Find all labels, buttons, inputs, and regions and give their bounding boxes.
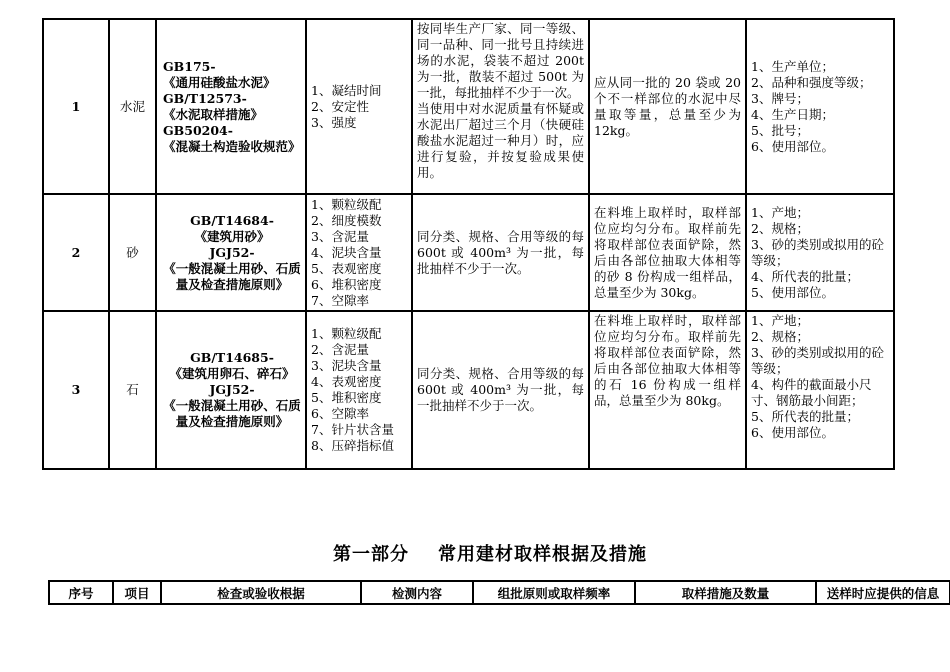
row-frequency: 按同毕生产厂家、同一等级、同一品种、同一批号且持续进场的水泥，袋装不超过 200t 为一批，散装不超过 500t 为一批，每批抽样不少于一次。 当使用中对水泥质量有怀疑或水泥出厂超过三个月（快硬硅酸盐水泥超过一种月）时，应进行复验，并按复验成果使用。 (412, 19, 589, 194)
row-basis: GB/T14684- 《建筑用砂》 JGJ52- 《一般混凝土用砂、石质量及检查措施原则》 (156, 194, 306, 311)
row-content: 1、凝结时间 2、安定性 3、强度 (306, 19, 412, 194)
row-info: 1、产地； 2、规格； 3、砂的类别或拟用的砼等级； 4、所代表的批量； 5、使用部位。 (746, 194, 894, 311)
table-row (43, 194, 894, 311)
row-content: 1、颗粒级配 2、含泥量 3、泥块含量 4、表观密度 5、堆积密度 6、空隙率 7、针片状含量 8、压碎指标值 (306, 311, 412, 469)
row-basis: GB175- 《通用硅酸盐水泥》 GB/T12573- 《水泥取样措施》 GB50204- 《混凝土构造验收规范》 (156, 19, 306, 194)
row-item: 水泥 (109, 19, 156, 194)
header-row (49, 581, 950, 604)
header-method: 取样措施及数量 (635, 581, 816, 604)
header-content: 检测内容 (361, 581, 473, 604)
header-basis: 检查或验收根据 (161, 581, 361, 604)
header-frequency: 组批原则或取样频率 (473, 581, 635, 604)
row-method: 应从同一批的 20 袋或 20 个不一样部位的水泥中尽量取等量，总量至少为 12kg。 (589, 19, 746, 194)
row-info: 1、生产单位； 2、品种和强度等级； 3、牌号； 4、生产日期； 5、批号； 6、使用部位。 (746, 19, 894, 194)
row-info: 1、产地； 2、规格； 3、砂的类别或拟用的砼等级； 4、构件的截面最小尺寸、钢筋最小间距； 5、所代表的批量； 6、使用部位。 (746, 311, 894, 469)
table-row (43, 19, 894, 194)
header-info: 送样时应提供的信息 (816, 581, 950, 604)
sampling-table (42, 18, 895, 470)
row-number: 3 (43, 311, 109, 469)
row-method: 在料堆上取样时，取样部位应均匀分布。取样前先将取样部位表面铲除，然后由各部位抽取大体相等的石 16 份构成一组样品，总量至少为 80kg。 (589, 311, 746, 469)
header-number: 序号 (49, 581, 113, 604)
column-header-table (48, 580, 950, 605)
row-item: 石 (109, 311, 156, 469)
header-item: 项目 (113, 581, 161, 604)
row-number: 2 (43, 194, 109, 311)
table-row (43, 311, 894, 469)
row-frequency: 同分类、规格、合用等级的每 600t 或 400m³ 为一批，每批抽样不少于一次。 (412, 194, 589, 311)
row-method: 在料堆上取样时，取样部位应均匀分布。取样前先将取样部位表面铲除，然后由各部位抽取大体相等的砂 8 份构成一组样品，总量至少为 30kg。 (589, 194, 746, 311)
section-title: 第一部分 常用建材取样根据及措施 (332, 544, 648, 565)
row-frequency: 同分类、规格、合用等级的每 600t 或 400m³ 为一批，每一批抽样不少于一次。 (412, 311, 589, 469)
row-basis: GB/T14685- 《建筑用卵石、碎石》 JGJ52- 《一般混凝土用砂、石质量及检查措施原则》 (156, 311, 306, 469)
row-number: 1 (43, 19, 109, 194)
row-content: 1、颗粒级配 2、细度模数 3、含泥量 4、泥块含量 5、表观密度 6、堆积密度 7、空隙率 (306, 194, 412, 311)
row-item: 砂 (109, 194, 156, 311)
